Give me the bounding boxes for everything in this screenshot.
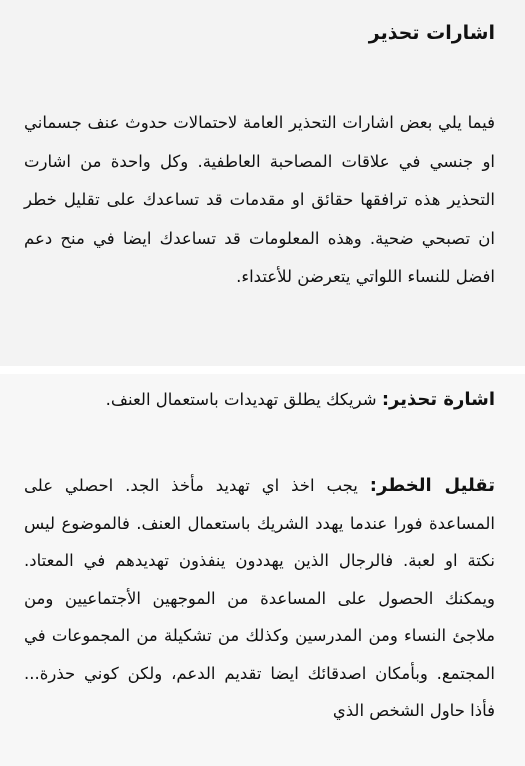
section-divider: [0, 366, 525, 374]
intro-section: [0, 0, 525, 366]
risk-reduction-paragraph: [24, 467, 495, 730]
risk-reduction-label: تقليل الخطر:: [369, 475, 496, 496]
warning-sign-paragraph: [24, 381, 495, 420]
warning-section: [0, 374, 525, 766]
intro-paragraph: فيما يلي بعض اشارات التحذير العامة لاحتمالات حدوث عنف جسماني او جنسي في علاقات المصاحبة العاطفية. وكل واحدة من اشارت التحذير هذه ترافقها حقائق او مقدمات قد تساعدك على تقليل خطر ان تصبحي ضحية. وهذه المعلومات قد تساعدك ايضا في منح دعم افضل للنساء اللواتي يتعرضن للأعتداء.: [24, 113, 495, 286]
risk-reduction-text: يجب اخذ اي تهديد مأخذ الجد. احصلي على المساعدة فورا عندما يهدد الشريك باستعمال العنف. فالموضوع ليس نكتة او لعبة. فالرجال الذين يهددون ينفذون تهديدهم في المعتاد. ويمكنك الحصول على المساعدة من الموجهين الأجتماعيين ومن ملاجئ النساء ومن المدرسين وكذلك من تشكيلة من المجموعات في المجتمع. وبأمكان اصدقائك ايضا تقديم الدعم، ولكن كوني حذرة... فأذا حاول الشخص الذي: [24, 476, 495, 720]
section-title: اشارات تحذير: [368, 22, 495, 44]
warning-sign-text: شريكك يطلق تهديدات باستعمال العنف.: [105, 390, 377, 409]
warning-sign-label: اشارة تحذير:: [381, 389, 495, 410]
